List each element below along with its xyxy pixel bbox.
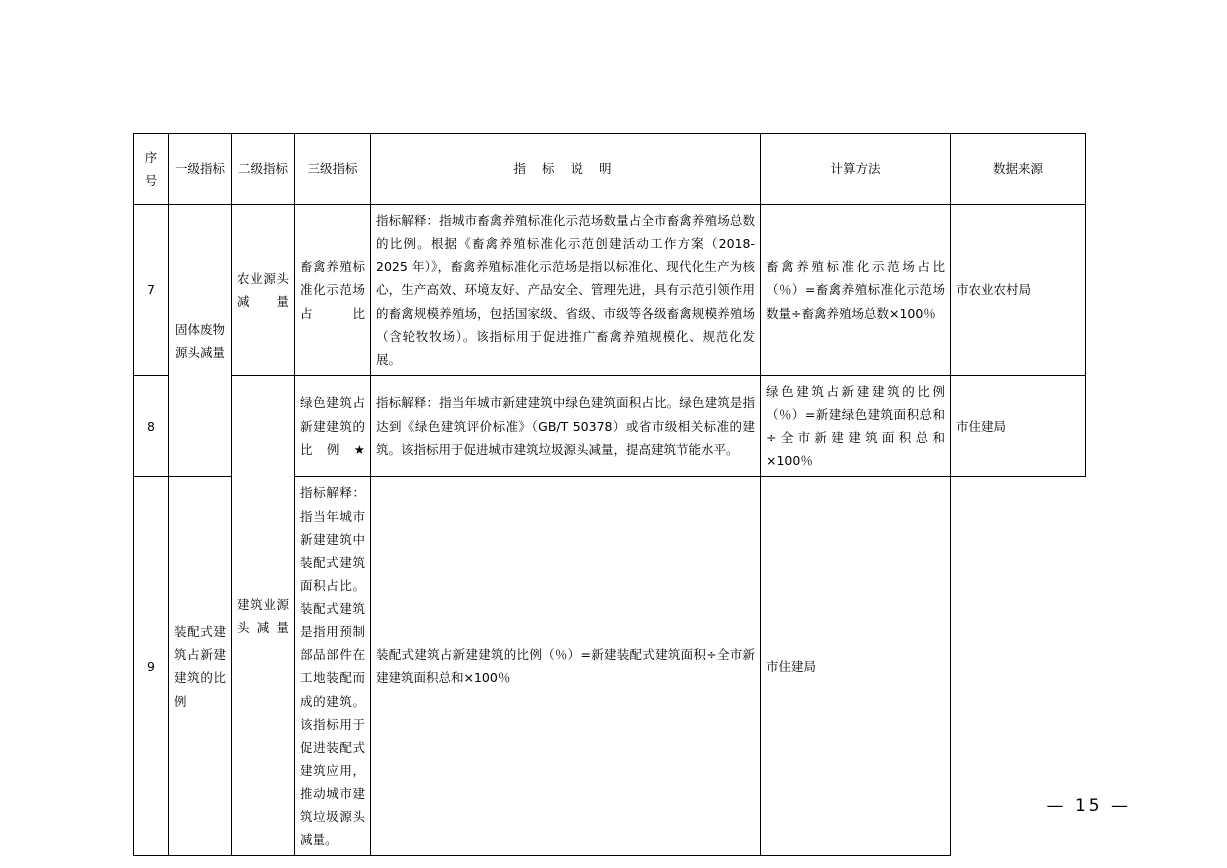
cell-level3: 装配式建筑占新建建筑的比例: [169, 477, 232, 856]
table-body: [134, 205, 1086, 856]
cell-description: 指标解释：指当年城市新建建筑中装配式建筑面积占比。装配式建筑是指用预制部品部件在工地装配而成的建筑。该指标用于促进装配式建筑应用，推动城市建筑垃圾源头减量。: [295, 477, 371, 856]
cell-description: 指标解释：指当年城市新建建筑中绿色建筑面积占比。绿色建筑是指达到《绿色建筑评价标准》（GB/T 50378）或省市级相关标准的建筑。该指标用于促进城市建筑垃圾源头减量，提高建筑节能水平。: [371, 375, 761, 477]
cell-level1-solid-waste: 固体废物源头减量: [169, 205, 232, 477]
table-header: [134, 134, 1086, 205]
column-header-calculation: 计算方法: [761, 134, 951, 205]
cell-description: 指标解释：指城市畜禽养殖标准化示范场数量占全市畜禽养殖场总数的比例。根据《畜禽养殖标准化示范创建活动工作方案（2018-2025 年）》，畜禽养殖标准化示范场是指以标准化、现代化生产为核心，生产高效、环境友好、产品安全、管理先进，具有示范引领作用的畜禽规模养殖场，包括国家级、省级、市级等各级畜禽规模养殖场（含轮牧牧场）。该指标用于促进推广畜禽养殖规模化、规范化发展。: [371, 205, 761, 376]
cell-source: 市农业农村局: [951, 205, 1086, 376]
cell-level3: 绿色建筑占新建建筑的比例★: [295, 375, 371, 477]
cell-level2: 农业源头减量: [232, 205, 295, 376]
cell-source: 市住建局: [761, 477, 951, 856]
column-header-seq: 序号: [134, 134, 169, 205]
cell-level2: 建筑业源头减量: [232, 375, 295, 856]
cell-calculation: 畜禽养殖标准化示范场占比（％）=畜禽养殖标准化示范场数量÷畜禽养殖场总数×100％: [761, 205, 951, 376]
cell-calculation: 装配式建筑占新建建筑的比例（％）=新建装配式建筑面积÷全市新建建筑面积总和×100％: [371, 477, 761, 856]
table-row: [134, 205, 1086, 376]
column-header-source: 数据来源: [951, 134, 1086, 205]
cell-seq: 7: [134, 205, 169, 376]
column-header-level1: 一级指标: [169, 134, 232, 205]
cell-seq: 9: [134, 477, 169, 856]
cell-level3: 畜禽养殖标准化示范场占比: [295, 205, 371, 376]
cell-calculation: 绿色建筑占新建建筑的比例（％）=新建绿色建筑面积总和÷全市新建建筑面积总和×100％: [761, 375, 951, 477]
cell-source: 市住建局: [951, 375, 1086, 477]
column-header-level3: 三级指标: [295, 134, 371, 205]
indicator-table: [133, 133, 1086, 856]
cell-seq: 8: [134, 375, 169, 477]
page-number: — 15 —: [1046, 796, 1131, 816]
table-header-row: [134, 134, 1086, 205]
column-header-level2: 二级指标: [232, 134, 295, 205]
column-header-description: 指 标 说 明: [371, 134, 761, 205]
table-row: [134, 375, 1086, 477]
